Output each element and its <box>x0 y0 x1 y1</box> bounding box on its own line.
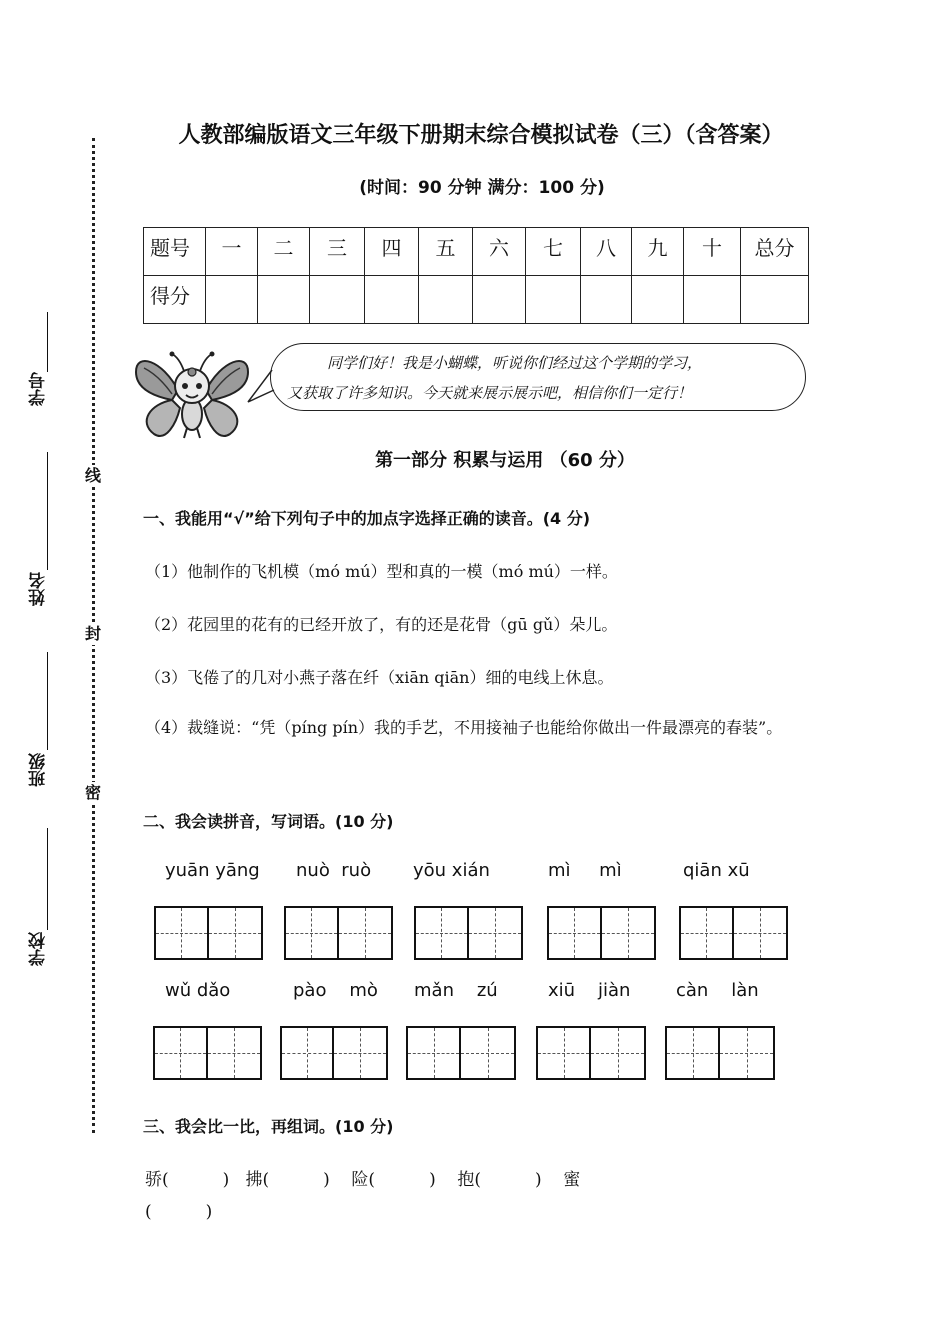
seal-char-seal: 封 <box>81 623 105 645</box>
score-cell-7: 七 <box>526 228 581 276</box>
writing-box-8[interactable] <box>406 1026 516 1080</box>
score-table-header-row <box>144 228 809 276</box>
mascot-line-1: 同学们好！我是小蝴蝶，听说你们经过这个学期的学习， <box>327 354 703 372</box>
student-id-blank[interactable] <box>47 312 48 372</box>
mascot-line-2: 又获取了许多知识。今天就来展示展示吧，相信你们一定行！ <box>287 384 693 402</box>
score-input-10[interactable] <box>684 276 741 324</box>
q2-title: 二、我会读拼音，写词语。(10 分) <box>143 812 394 831</box>
writing-box-9[interactable] <box>536 1026 646 1080</box>
school-blank[interactable] <box>47 828 48 930</box>
writing-box-5[interactable] <box>679 906 788 960</box>
seal-char-line: 线 <box>81 465 105 487</box>
q3-title: 三、我会比一比，再组词。(10 分) <box>143 1117 394 1136</box>
score-input-5[interactable] <box>419 276 473 324</box>
q3-compare-line-2[interactable]: ( ) <box>145 1202 213 1222</box>
score-cell-8: 八 <box>581 228 632 276</box>
pinyin-6: wǔ dǎo <box>165 980 231 1001</box>
score-cell-label: 题号 <box>144 228 206 276</box>
q1-item-2[interactable]: （2）花园里的花有的已经开放了，有的还是花骨（gū gǔ）朵儿。 <box>145 615 618 634</box>
score-input-total[interactable] <box>741 276 809 324</box>
score-table-score-row <box>144 276 809 324</box>
score-cell-3: 三 <box>310 228 365 276</box>
score-input-4[interactable] <box>365 276 419 324</box>
margin-label-name: 姓名 <box>29 572 49 606</box>
pinyin-4: mì mì <box>548 860 622 881</box>
pinyin-8: mǎn zú <box>414 980 498 1001</box>
pinyin-10: càn làn <box>676 980 759 1001</box>
margin-label-school: 学校 <box>29 932 49 966</box>
q1-item-1[interactable]: （1）他制作的飞机模（mó mú）型和真的一模（mó mú）一样。 <box>145 562 618 581</box>
writing-box-4[interactable] <box>547 906 656 960</box>
score-input-2[interactable] <box>258 276 310 324</box>
seal-char-secret: 密 <box>81 782 105 804</box>
writing-box-10[interactable] <box>665 1026 775 1080</box>
score-table <box>143 227 809 324</box>
score-input-7[interactable] <box>526 276 581 324</box>
part-one-heading: 第一部分 积累与运用 （60 分） <box>375 450 635 471</box>
writing-box-2[interactable] <box>284 906 393 960</box>
score-cell-5: 五 <box>419 228 473 276</box>
score-cell-total: 总分 <box>741 228 809 276</box>
q1-item-3[interactable]: （3）飞倦了的几对小燕子落在纤（xiān qiān）细的电线上休息。 <box>145 668 614 687</box>
score-cell-6: 六 <box>473 228 526 276</box>
butterfly-mascot-icon <box>132 350 254 442</box>
score-input-8[interactable] <box>581 276 632 324</box>
writing-box-7[interactable] <box>280 1026 388 1080</box>
score-input-9[interactable] <box>632 276 684 324</box>
score-cell-2: 二 <box>258 228 310 276</box>
score-cell-10: 十 <box>684 228 741 276</box>
pinyin-3: yōu xián <box>413 860 490 881</box>
margin-label-student-id: 学号 <box>29 372 49 406</box>
pinyin-5: qiān xū <box>683 860 750 881</box>
pinyin-7: pào mò <box>293 980 378 1001</box>
writing-box-6[interactable] <box>153 1026 262 1080</box>
mascot-speech-bubble <box>270 343 806 411</box>
score-cell-9: 九 <box>632 228 684 276</box>
pinyin-9: xiū jiàn <box>548 980 631 1001</box>
pinyin-1: yuān yāng <box>165 860 260 881</box>
pinyin-2: nuò ruò <box>296 860 372 881</box>
class-blank[interactable] <box>47 652 48 750</box>
score-row-label: 得分 <box>144 276 206 324</box>
score-input-6[interactable] <box>473 276 526 324</box>
q3-compare-line-1[interactable]: 骄( ) 拂( ) 险( ) 抱( ) 蜜 <box>145 1170 581 1190</box>
exam-subtitle: (时间：90 分钟 满分：100 分) <box>359 178 605 198</box>
q1-title: 一、我能用“√”给下列句子中的加点字选择正确的读音。(4 分) <box>143 509 591 528</box>
score-cell-4: 四 <box>365 228 419 276</box>
writing-box-1[interactable] <box>154 906 263 960</box>
margin-label-class: 班级 <box>29 753 49 787</box>
score-input-3[interactable] <box>310 276 365 324</box>
score-cell-1: 一 <box>206 228 258 276</box>
page-title: 人教部编版语文三年级下册期末综合模拟试卷（三）（含答案） <box>178 123 784 148</box>
score-input-1[interactable] <box>206 276 258 324</box>
writing-box-3[interactable] <box>414 906 523 960</box>
q1-item-4[interactable]: （4）裁缝说：“凭（píng pín）我的手艺，不用接袖子也能给你做出一件最漂亮的春装”。 <box>145 718 783 737</box>
